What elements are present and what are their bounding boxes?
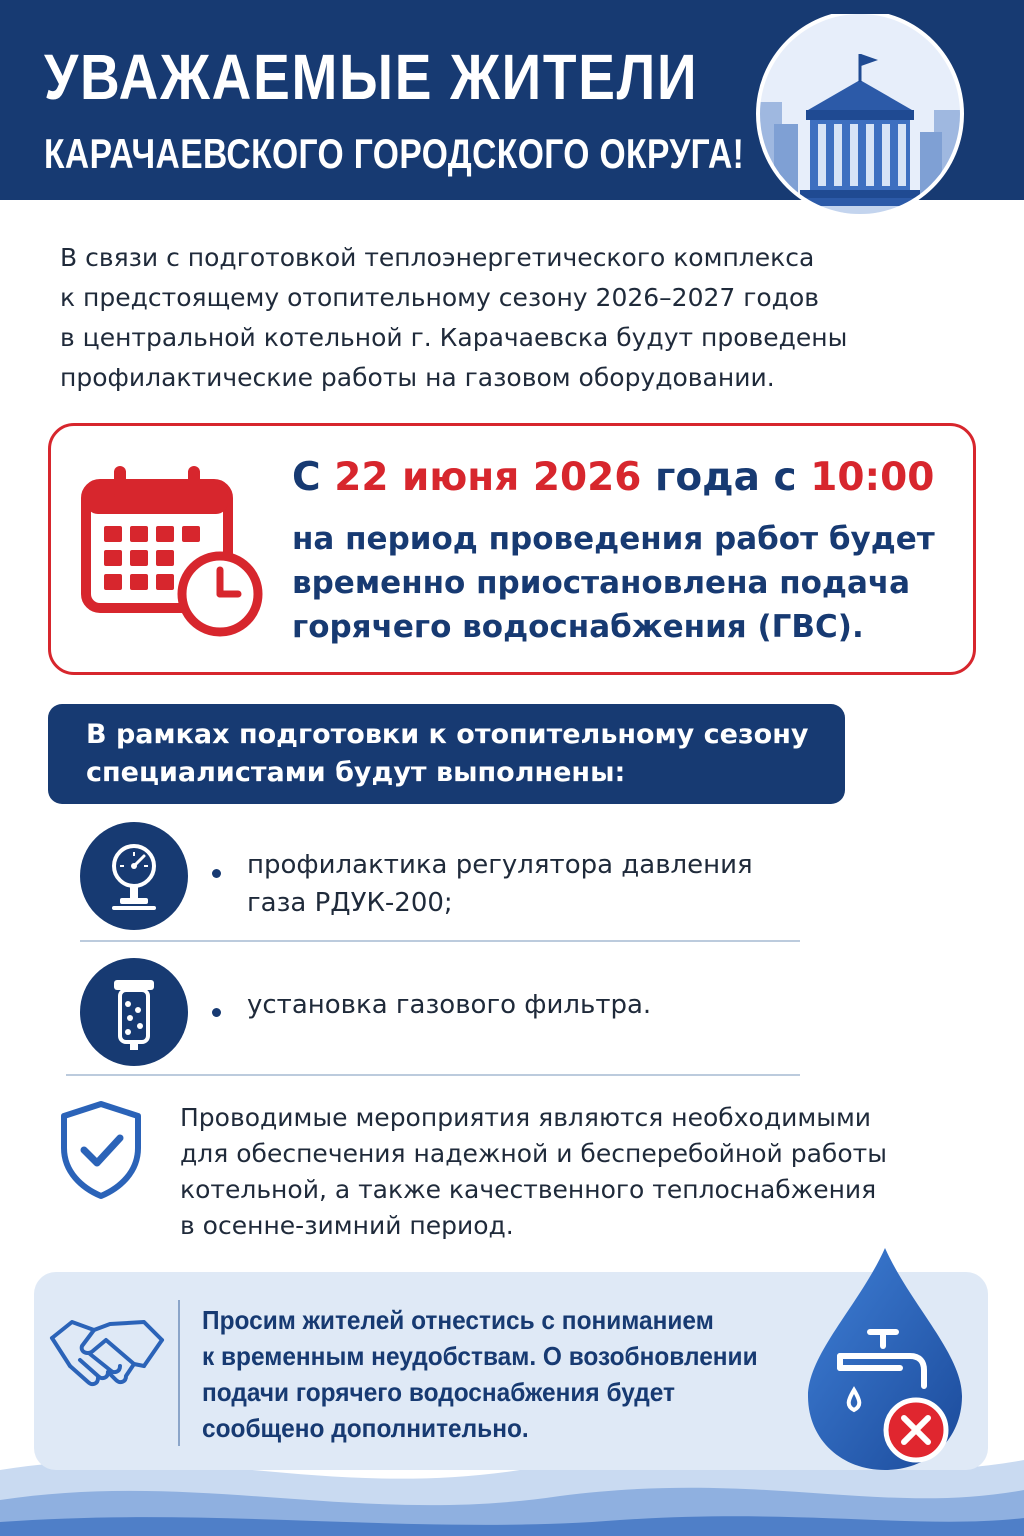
assurance-line: в осенне-зимний период. <box>180 1211 514 1240</box>
notice-body-line: горячего водоснабжения (ГВС). <box>292 609 864 645</box>
assurance-line: для обеспечения надежной и бесперебойной работы <box>180 1139 887 1168</box>
section-line: специалистами будут выполнены: <box>86 757 626 788</box>
pressure-gauge-icon <box>80 822 188 930</box>
intro-line: профилактические работы на газовом оборудовании. <box>60 363 775 392</box>
assurance-line: котельной, а также качественного теплоснабжения <box>180 1175 877 1204</box>
appeal-line: Просим жителей отнестись с пониманием <box>202 1305 714 1335</box>
notice-time: 10:00 <box>810 455 935 500</box>
appeal-line: к временным неудобствам. О возобновлении <box>202 1341 758 1371</box>
appeal-text <box>202 1302 766 1446</box>
government-building-icon <box>740 14 980 224</box>
notice-date: 22 июня 2026 <box>334 455 642 500</box>
shield-check-icon <box>58 1100 144 1200</box>
calendar-clock-icon <box>80 462 265 642</box>
task-line: профилактика регулятора давления <box>247 850 753 880</box>
header-title: УВАЖАЕМЫЕ ЖИТЕЛИ <box>44 41 699 113</box>
assurance-line: Проводимые мероприятия являются необходимыми <box>180 1103 872 1132</box>
divider <box>80 940 800 942</box>
header-subtitle: КАРАЧАЕВСКОГО ГОРОДСКОГО ОКРУГА! <box>44 130 745 177</box>
intro-paragraph <box>60 238 960 398</box>
task-item-text <box>247 846 753 922</box>
notice-prefix: С <box>292 455 335 500</box>
intro-line: к предстоящему отопительному сезону 2026–2027 годов <box>60 283 819 312</box>
notice-body-line: на период проведения работ будет <box>292 521 935 557</box>
handshake-icon <box>48 1308 166 1400</box>
divider <box>66 1074 800 1076</box>
appeal-line: подачи горячего водоснабжения будет <box>202 1377 675 1407</box>
intro-line: в центральной котельной г. Карачаевска будут проведены <box>60 323 848 352</box>
task-bullet <box>212 869 221 878</box>
notice-middle: года с <box>641 455 811 500</box>
task-item-text <box>247 986 651 1024</box>
appeal-divider <box>178 1300 180 1446</box>
task-bullet <box>212 1008 221 1017</box>
notice-body <box>292 517 952 649</box>
assurance-paragraph <box>180 1100 970 1244</box>
appeal-line: сообщено дополнительно. <box>202 1413 529 1443</box>
notice-headline <box>292 455 934 500</box>
water-drop-faucet-icon <box>800 1244 970 1474</box>
section-banner-text <box>86 716 836 792</box>
task-line: установка газового фильтра. <box>247 990 652 1020</box>
task-line: газа РДУК-200; <box>247 888 453 918</box>
intro-line: В связи с подготовкой теплоэнергетического комплекса <box>60 243 815 272</box>
section-line: В рамках подготовки к отопительному сезону <box>86 719 809 750</box>
notice-body-line: временно приостановлена подача <box>292 565 911 601</box>
gas-filter-icon <box>80 958 188 1066</box>
